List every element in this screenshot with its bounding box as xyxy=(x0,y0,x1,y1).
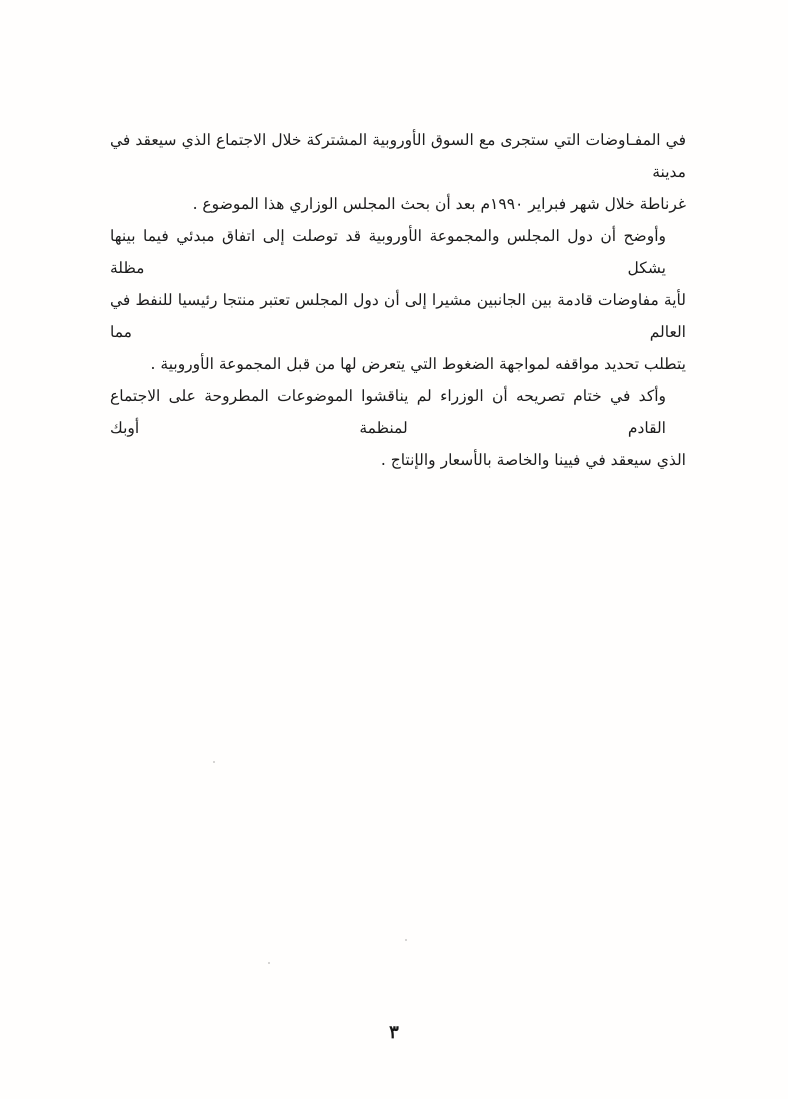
text-line: يتطلب تحديد مواقفه لمواجهة الضغوط التي يتعرض لها من قبل المجموعة الأوروبية . xyxy=(150,355,686,373)
scan-speck xyxy=(405,939,407,941)
scan-speck xyxy=(268,962,270,964)
text-line: في المفـاوضات التي ستجرى مع السوق الأوروبية المشتركة خلال الاجتماع الذي سيعقد في مدينة xyxy=(110,131,686,181)
text-line: وأكد في ختام تصريحه أن الوزراء لم يناقشوا الموضوعات المطروحة على الاجتماع القادم لمنظمة أوبك xyxy=(110,387,666,437)
text-line: غرناطة خلال شهر فبراير ١٩٩٠م بعد أن بحث المجلس الوزاري هذا الموضوع . xyxy=(192,195,686,213)
text-line: لأية مفاوضات قادمة بين الجانبين مشيرا إلى أن دول المجلس تعتبر منتجا رئيسيا للنفط في العالم مما xyxy=(110,291,686,341)
scan-speck xyxy=(213,761,215,763)
body-text xyxy=(110,124,686,476)
page-number: ٣ xyxy=(389,1022,399,1043)
text-line: وأوضح أن دول المجلس والمجموعة الأوروبية قد توصلت إلى اتفاق مبدئي فيما بينها يشكل مظلة xyxy=(110,227,666,277)
text-line: الذي سيعقد في فيينا والخاصة بالأسعار والإنتاج . xyxy=(380,451,686,469)
